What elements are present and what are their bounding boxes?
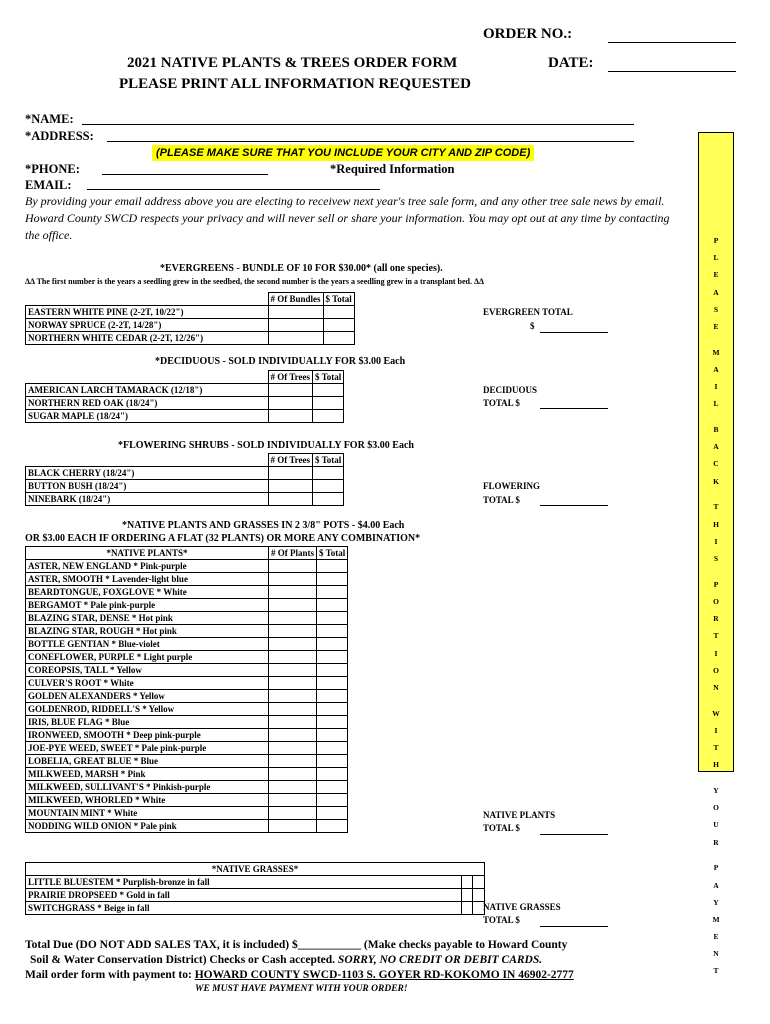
evergreen-total-label: EVERGREEN TOTAL — [483, 307, 573, 317]
phone-label: *PHONE: — [25, 162, 80, 176]
email-field[interactable] — [87, 189, 380, 190]
payment-required-note: WE MUST HAVE PAYMENT WITH YOUR ORDER! — [195, 984, 408, 994]
item-name: BERGAMOT * Pale pink-purple — [26, 599, 269, 612]
total-cell[interactable] — [313, 410, 344, 423]
qty-cell[interactable] — [269, 586, 317, 599]
mail-address: HOWARD COUNTY SWCD-1103 S. GOYER RD-KOKOMO IN 46902-2777 — [194, 969, 574, 981]
total-cell[interactable] — [313, 493, 344, 506]
total-cell[interactable] — [317, 703, 348, 716]
item-name: LOBELIA, GREAT BLUE * Blue — [26, 755, 269, 768]
qty-cell[interactable] — [268, 410, 313, 423]
native-grasses-header: *NATIVE GRASSES* — [26, 863, 485, 876]
mail-back-banner-text: P L E A S E M A I L B A C K T H I S P O R T I O N W I T H Y O U R P A Y M E N T — [712, 236, 720, 976]
evergreen-dollar: $ — [530, 321, 535, 331]
qty-cell[interactable] — [461, 902, 473, 915]
table-row — [26, 410, 344, 423]
table-row — [26, 807, 348, 820]
qty-cell[interactable] — [269, 599, 317, 612]
item-name: NINEBARK (18/24") — [26, 493, 269, 506]
qty-cell[interactable] — [461, 876, 473, 889]
qty-cell[interactable] — [269, 612, 317, 625]
total-col-header: $ Total — [313, 454, 344, 467]
total-cell[interactable] — [317, 638, 348, 651]
native-plants-total-field[interactable] — [540, 834, 608, 835]
item-name: IRONWEED, SMOOTH * Deep pink-purple — [26, 729, 269, 742]
total-cell[interactable] — [317, 768, 348, 781]
deciduous-heading: *DECIDUOUS - SOLD INDIVIDUALLY FOR $3.00 Each — [155, 356, 406, 367]
qty-cell[interactable] — [269, 729, 317, 742]
qty-cell[interactable] — [269, 794, 317, 807]
qty-cell[interactable] — [268, 384, 313, 397]
item-name: NODDING WILD ONION * Pale pink — [26, 820, 269, 833]
total-cell[interactable] — [323, 319, 354, 332]
bundles-col-header: # Of Bundles — [268, 293, 323, 306]
table-row — [26, 651, 348, 664]
item-name: MILKWEED, MARSH * Pink — [26, 768, 269, 781]
table-row — [26, 889, 485, 902]
deciduous-total-label2: TOTAL $ — [483, 398, 520, 408]
qty-cell[interactable] — [269, 690, 317, 703]
table-row — [26, 716, 348, 729]
total-cell[interactable] — [317, 742, 348, 755]
qty-cell[interactable] — [269, 625, 317, 638]
table-row — [26, 768, 348, 781]
item-name: IRIS, BLUE FLAG * Blue — [26, 716, 269, 729]
phone-field[interactable] — [102, 174, 268, 175]
item-name: LITTLE BLUESTEM * Purplish-bronze in fall — [26, 876, 462, 889]
total-cell[interactable] — [317, 820, 348, 833]
natives-heading-1: *NATIVE PLANTS AND GRASSES IN 2 3/8" POTS - $4.00 Each — [122, 520, 405, 531]
table-row — [26, 306, 355, 319]
total-due-line: Total Due (DO NOT ADD SALES TAX, it is included) $___________ (Make checks payable to Howard County — [25, 939, 568, 951]
total-cell[interactable] — [317, 599, 348, 612]
table-row — [26, 332, 355, 345]
qty-cell[interactable] — [269, 664, 317, 677]
total-cell[interactable] — [317, 625, 348, 638]
qty-cell[interactable] — [268, 306, 323, 319]
total-cell[interactable] — [317, 781, 348, 794]
qty-cell[interactable] — [269, 560, 317, 573]
table-row — [26, 742, 348, 755]
total-cell[interactable] — [317, 755, 348, 768]
item-name: EASTERN WHITE PINE (2-2T, 10/22") — [26, 306, 269, 319]
table-row — [26, 729, 348, 742]
item-name: NORTHERN WHITE CEDAR (2-2T, 12/26") — [26, 332, 269, 345]
shrubs-table — [25, 453, 344, 506]
item-name: GOLDENROD, RIDDELL'S * Yellow — [26, 703, 269, 716]
qty-cell[interactable] — [269, 820, 317, 833]
table-row — [26, 467, 344, 480]
item-name: BLAZING STAR, DENSE * Hot pink — [26, 612, 269, 625]
total-cell[interactable] — [317, 794, 348, 807]
qty-cell[interactable] — [269, 638, 317, 651]
flowering-total-label: FLOWERING — [483, 481, 541, 491]
total-col-header: $ Total — [317, 547, 348, 560]
table-row — [26, 755, 348, 768]
total-cell[interactable] — [317, 651, 348, 664]
table-row — [26, 480, 344, 493]
table-row — [26, 664, 348, 677]
item-name: SUGAR MAPLE (18/24") — [26, 410, 269, 423]
native-grasses-total-label: NATIVE GRASSES — [483, 902, 561, 912]
table-row — [26, 781, 348, 794]
payment-note — [30, 954, 542, 966]
table-row — [26, 703, 348, 716]
item-name: CONEFLOWER, PURPLE * Light purple — [26, 651, 269, 664]
native-grasses-total-label2: TOTAL $ — [483, 915, 520, 925]
date-label: DATE: — [548, 55, 594, 71]
item-name: MILKWEED, WHORLED * White — [26, 794, 269, 807]
qty-cell[interactable] — [269, 677, 317, 690]
shrubs-heading: *FLOWERING SHRUBS - SOLD INDIVIDUALLY FOR $3.00 Each — [118, 440, 414, 451]
name-label: *NAME: — [25, 112, 74, 126]
privacy-text: By providing your email address above you are electing to receivew next year's tree sale form, and any other tree sale news by email. Howard County SWCD respects your privacy and will never sell or share your information. You may opt out at any time by contacting the office. — [25, 194, 670, 242]
trees-col-header: # Of Trees — [268, 371, 313, 384]
native-grasses-total-field[interactable] — [540, 926, 608, 927]
native-plants-total-label: NATIVE PLANTS — [483, 810, 556, 820]
total-cell[interactable] — [317, 586, 348, 599]
city-zip-note: (PLEASE MAKE SURE THAT YOU INCLUDE YOUR CITY AND ZIP CODE) — [152, 145, 534, 161]
item-name: AMERICAN LARCH TAMARACK (12/18") — [26, 384, 269, 397]
flowering-total-field[interactable] — [540, 505, 608, 506]
table-row — [26, 560, 348, 573]
total-cell[interactable] — [313, 384, 344, 397]
qty-cell[interactable] — [269, 755, 317, 768]
table-row — [26, 573, 348, 586]
order-no-field[interactable] — [608, 42, 736, 43]
total-cell[interactable] — [323, 306, 354, 319]
evergreens-table — [25, 292, 355, 345]
no-cards-note: SORRY, NO CREDIT OR DEBIT CARDS. — [337, 954, 543, 966]
qty-cell[interactable] — [269, 573, 317, 586]
qty-cell[interactable] — [268, 319, 323, 332]
item-name: BUTTON BUSH (18/24") — [26, 480, 269, 493]
mail-address-line — [25, 969, 574, 981]
deciduous-total-field[interactable] — [540, 408, 608, 409]
item-name: ASTER, NEW ENGLAND * Pink-purple — [26, 560, 269, 573]
total-cell[interactable] — [313, 397, 344, 410]
item-name: BEARDTONGUE, FOXGLOVE * White — [26, 586, 269, 599]
qty-cell[interactable] — [268, 467, 313, 480]
table-row — [26, 690, 348, 703]
qty-cell[interactable] — [268, 332, 323, 345]
qty-cell[interactable] — [269, 807, 317, 820]
native-plants-col-header: *NATIVE PLANTS* — [26, 547, 269, 560]
table-row — [26, 876, 485, 889]
address-field[interactable] — [107, 141, 634, 142]
table-row — [26, 586, 348, 599]
qty-cell[interactable] — [269, 716, 317, 729]
plants-col-header: # Of Plants — [269, 547, 317, 560]
qty-cell[interactable] — [461, 889, 473, 902]
qty-cell[interactable] — [269, 703, 317, 716]
qty-cell[interactable] — [269, 651, 317, 664]
total-cell[interactable] — [317, 560, 348, 573]
deciduous-total-label: DECIDUOUS — [483, 385, 538, 395]
total-cell[interactable] — [323, 332, 354, 345]
name-field[interactable] — [82, 124, 634, 125]
table-row — [26, 820, 348, 833]
total-cell[interactable] — [473, 889, 485, 902]
qty-cell[interactable] — [268, 397, 313, 410]
table-row — [26, 397, 344, 410]
table-row — [26, 677, 348, 690]
qty-cell[interactable] — [269, 742, 317, 755]
total-cell[interactable] — [313, 467, 344, 480]
evergreens-heading: *EVERGREENS - BUNDLE OF 10 FOR $30.00* (all one species). — [160, 263, 443, 274]
deciduous-table — [25, 370, 344, 423]
form-subtitle: PLEASE PRINT ALL INFORMATION REQUESTED — [119, 76, 472, 92]
item-name: BLAZING STAR, ROUGH * Hot pink — [26, 625, 269, 638]
form-title: 2021 NATIVE PLANTS & TREES ORDER FORM — [127, 55, 458, 71]
item-name: CULVER'S ROOT * White — [26, 677, 269, 690]
table-row — [26, 625, 348, 638]
address-label: *ADDRESS: — [25, 129, 94, 143]
total-cell[interactable] — [317, 729, 348, 742]
qty-cell[interactable] — [269, 768, 317, 781]
total-cell[interactable] — [317, 807, 348, 820]
item-name: JOE-PYE WEED, SWEET * Pale pink-purple — [26, 742, 269, 755]
evergreen-total-field[interactable] — [540, 332, 608, 333]
native-grasses-table — [25, 862, 485, 915]
table-row — [26, 384, 344, 397]
natives-heading-2: OR $3.00 EACH IF ORDERING A FLAT (32 PLANTS) OR MORE ANY COMBINATION* — [25, 533, 421, 544]
qty-cell[interactable] — [268, 480, 313, 493]
item-name: NORWAY SPRUCE (2-2T, 14/28") — [26, 319, 269, 332]
item-name: BOTTLE GENTIAN * Blue-violet — [26, 638, 269, 651]
total-col-header: $ Total — [313, 371, 344, 384]
total-cell[interactable] — [317, 690, 348, 703]
table-row — [26, 794, 348, 807]
item-name: BLACK CHERRY (18/24") — [26, 467, 269, 480]
email-label: EMAIL: — [25, 178, 72, 192]
qty-cell[interactable] — [268, 493, 313, 506]
table-row — [26, 493, 344, 506]
table-row — [26, 599, 348, 612]
total-cell[interactable] — [313, 480, 344, 493]
mail-back-banner — [698, 132, 734, 976]
payment-note-text: Soil & Water Conservation District) Checks or Cash accepted. — [30, 954, 336, 966]
item-name: MILKWEED, SULLIVANT'S * Pinkish-purple — [26, 781, 269, 794]
qty-cell[interactable] — [269, 781, 317, 794]
total-cell[interactable] — [317, 664, 348, 677]
table-row — [26, 612, 348, 625]
total-cell[interactable] — [317, 716, 348, 729]
required-note: *Required Information — [330, 162, 455, 176]
item-name: ASTER, SMOOTH * Lavender-light blue — [26, 573, 269, 586]
native-plants-total-label2: TOTAL $ — [483, 823, 520, 833]
total-cell[interactable] — [317, 573, 348, 586]
total-cell[interactable] — [317, 612, 348, 625]
trees-col-header: # Of Trees — [268, 454, 313, 467]
total-cell[interactable] — [317, 677, 348, 690]
seedling-note: ΔΔ The first number is the years a seedling grew in the seedbed, the second number is the years a seedling grew in a transplant bed. ΔΔ — [25, 277, 485, 286]
native-plants-table — [25, 546, 348, 833]
flowering-total-label2: TOTAL $ — [483, 495, 520, 505]
table-row — [26, 902, 485, 915]
item-name: SWITCHGRASS * Beige in fall — [26, 902, 462, 915]
item-name: MOUNTAIN MINT * White — [26, 807, 269, 820]
mail-label: Mail order form with payment to: — [25, 969, 192, 981]
item-name: COREOPSIS, TALL * Yellow — [26, 664, 269, 677]
item-name: PRAIRIE DROPSEED * Gold in fall — [26, 889, 462, 902]
total-col-header: $ Total — [323, 293, 354, 306]
item-name: NORTHERN RED OAK (18/24") — [26, 397, 269, 410]
table-row — [26, 638, 348, 651]
total-cell[interactable] — [473, 876, 485, 889]
order-no-label: ORDER NO.: — [483, 26, 573, 42]
item-name: GOLDEN ALEXANDERS * Yellow — [26, 690, 269, 703]
date-field[interactable] — [608, 71, 736, 72]
table-row — [26, 319, 355, 332]
